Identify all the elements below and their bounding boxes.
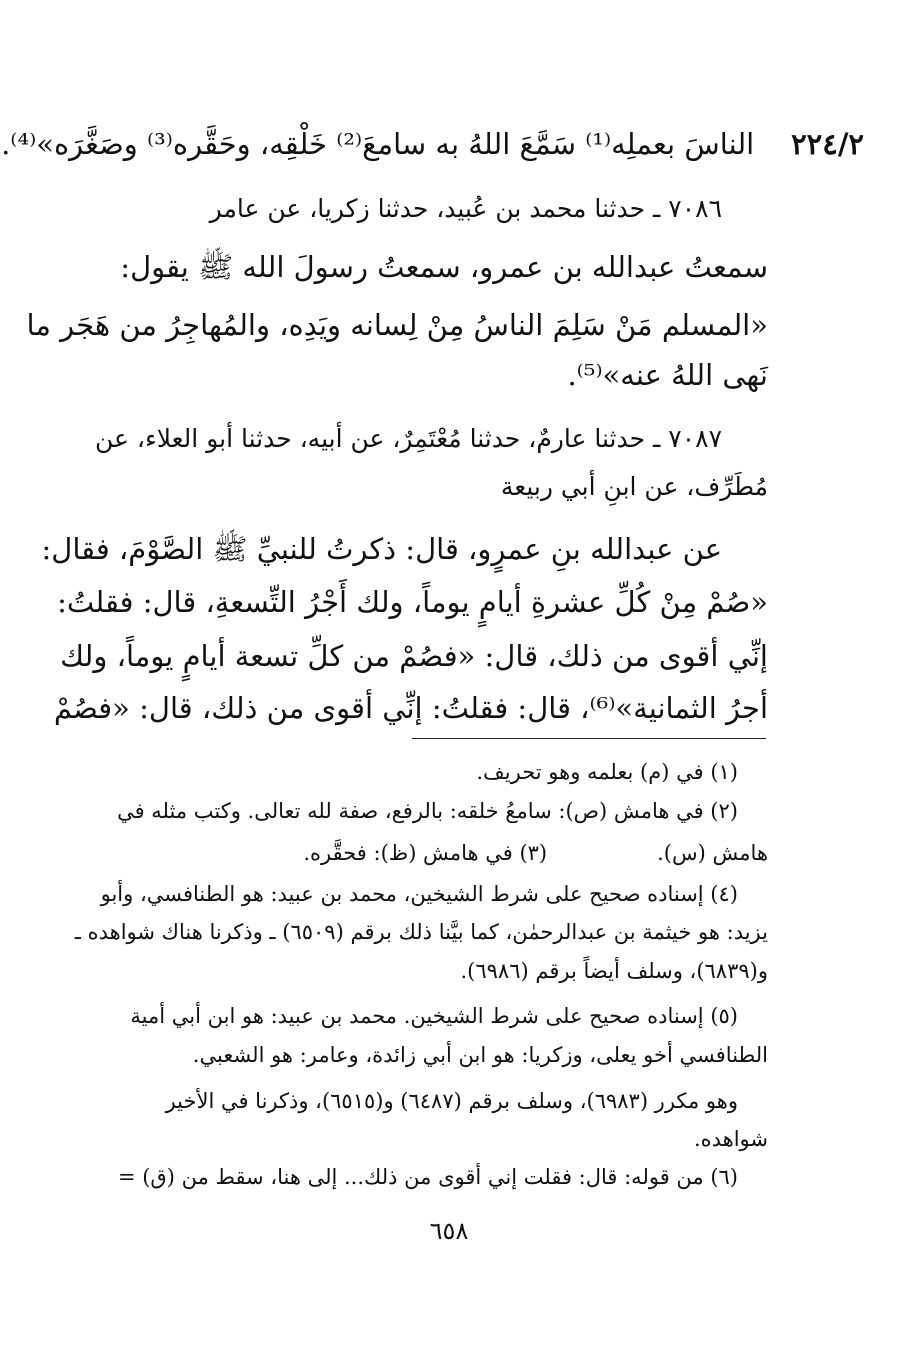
hadith-7087-line-2: «صُمْ مِنْ كُلِّ عشرةِ أيامٍ يوماً، ولك أَجْرُ التِّسعةِ، قال: فقلتُ: — [57, 585, 768, 619]
footnote-2-3-line — [60, 838, 768, 868]
hadith-7087-line-4: أجرُ الثمانية»⁽⁶⁾، قال: فقلتُ: إنِّي أقوى من ذلك، قال: «فصُمْ — [53, 691, 768, 725]
volume-page-ref: ٢٢٤/٢ — [791, 127, 864, 161]
footnote-4-line-3: و(٦٨٣٩)، وسلف أيضاً برقم (٦٩٨٦). — [460, 959, 768, 983]
footnote-separator — [412, 738, 766, 739]
footnote-5-line-1: (٥) إسناده صحيح على شرط الشيخين. محمد بن عبيد: هو ابن أبي أمية — [130, 1004, 738, 1028]
first-line-text: الناسَ بعملِه⁽¹⁾ سَمَّعَ اللهُ به سامعَ⁽²⁾ خَلْقِه، وحَقَّره⁽³⁾ وصَغَّرَه»⁽⁴⁾. — [1, 127, 755, 161]
footnote-5-line-3: وهو مكرر (٦٩٨٣)، وسلف برقم (٦٤٨٧) و(٦٥١٥)، وذكرنا في الأخير — [165, 1089, 738, 1113]
page-number: ٦٥٨ — [429, 1217, 469, 1245]
hadith-7087-chain-2: مُطَرِّف، عن ابنِ أبي ربيعة — [500, 472, 768, 501]
hadith-7086-line-3: نَهى اللهُ عنه»⁽⁵⁾. — [567, 358, 768, 392]
hadith-7086-chain: ٧٠٨٦ ـ حدثنا محمد بن عُبيد، حدثنا زكريا، عن عامر — [209, 194, 722, 223]
hadith-7086-line-2: «المسلم مَنْ سَلِمَ الناسُ مِنْ لِسانه ويَدِه، والمُهاجِرُ من هَجَر ما — [26, 308, 768, 342]
footnote-4-line-2: يزيد: هو خيثمة بن عبدالرحمٰن، كما بيَّنا ذلك برقم (٦٥٠٩) ـ وذكرنا هناك شواهده ـ — [74, 920, 768, 944]
hadith-7087-line-1: عن عبدالله بنِ عمرٍو، قال: ذكرتُ للنبيِّ ﷺ الصَّوْمَ، فقال: — [41, 532, 722, 566]
hadith-7087-chain-1: ٧٠٨٧ ـ حدثنا عارمٌ، حدثنا مُعْتَمِرٌ، عن أبيه، حدثنا أبو العلاء، عن — [94, 424, 722, 453]
footnote-3: (٣) في هامش (ظ): فحقَّره. — [303, 841, 548, 865]
footnote-5-line-2: الطنافسي أخو يعلى، وزكريا: هو ابن أبي زائدة، وعامر: هو الشعبي. — [192, 1043, 768, 1067]
footnote-6: (٦) من قوله: قال: فقلت إني أقوى من ذلك... إلى هنا، سقط من (ق) = — [117, 1165, 738, 1189]
footnote-4-line-1: (٤) إسناده صحيح على شرط الشيخين، محمد بن عبيد: هو الطنافسي، وأبو — [100, 882, 738, 906]
hadith-7087-line-3: إنِّي أقوى من ذلك، قال: «فصُمْ من كلِّ تسعة أيامٍ يوماً، ولك — [60, 639, 768, 673]
footnote-1: (١) في (م) بعلمه وهو تحريف. — [476, 760, 738, 784]
hadith-7086-line-1: سمعتُ عبدالله بن عمرو، سمعتُ رسولَ الله ﷺ يقول: — [120, 250, 768, 284]
footnote-2-line-1: (٢) في هامش (ص): سامعُ خلقه: بالرفع، صفة لله تعالى. وكتب مثله في — [117, 799, 738, 823]
footnote-5-line-4: شواهده. — [693, 1127, 768, 1151]
footnote-2-line-2: هامش (س). — [657, 841, 768, 865]
first-text-line — [1, 124, 864, 164]
